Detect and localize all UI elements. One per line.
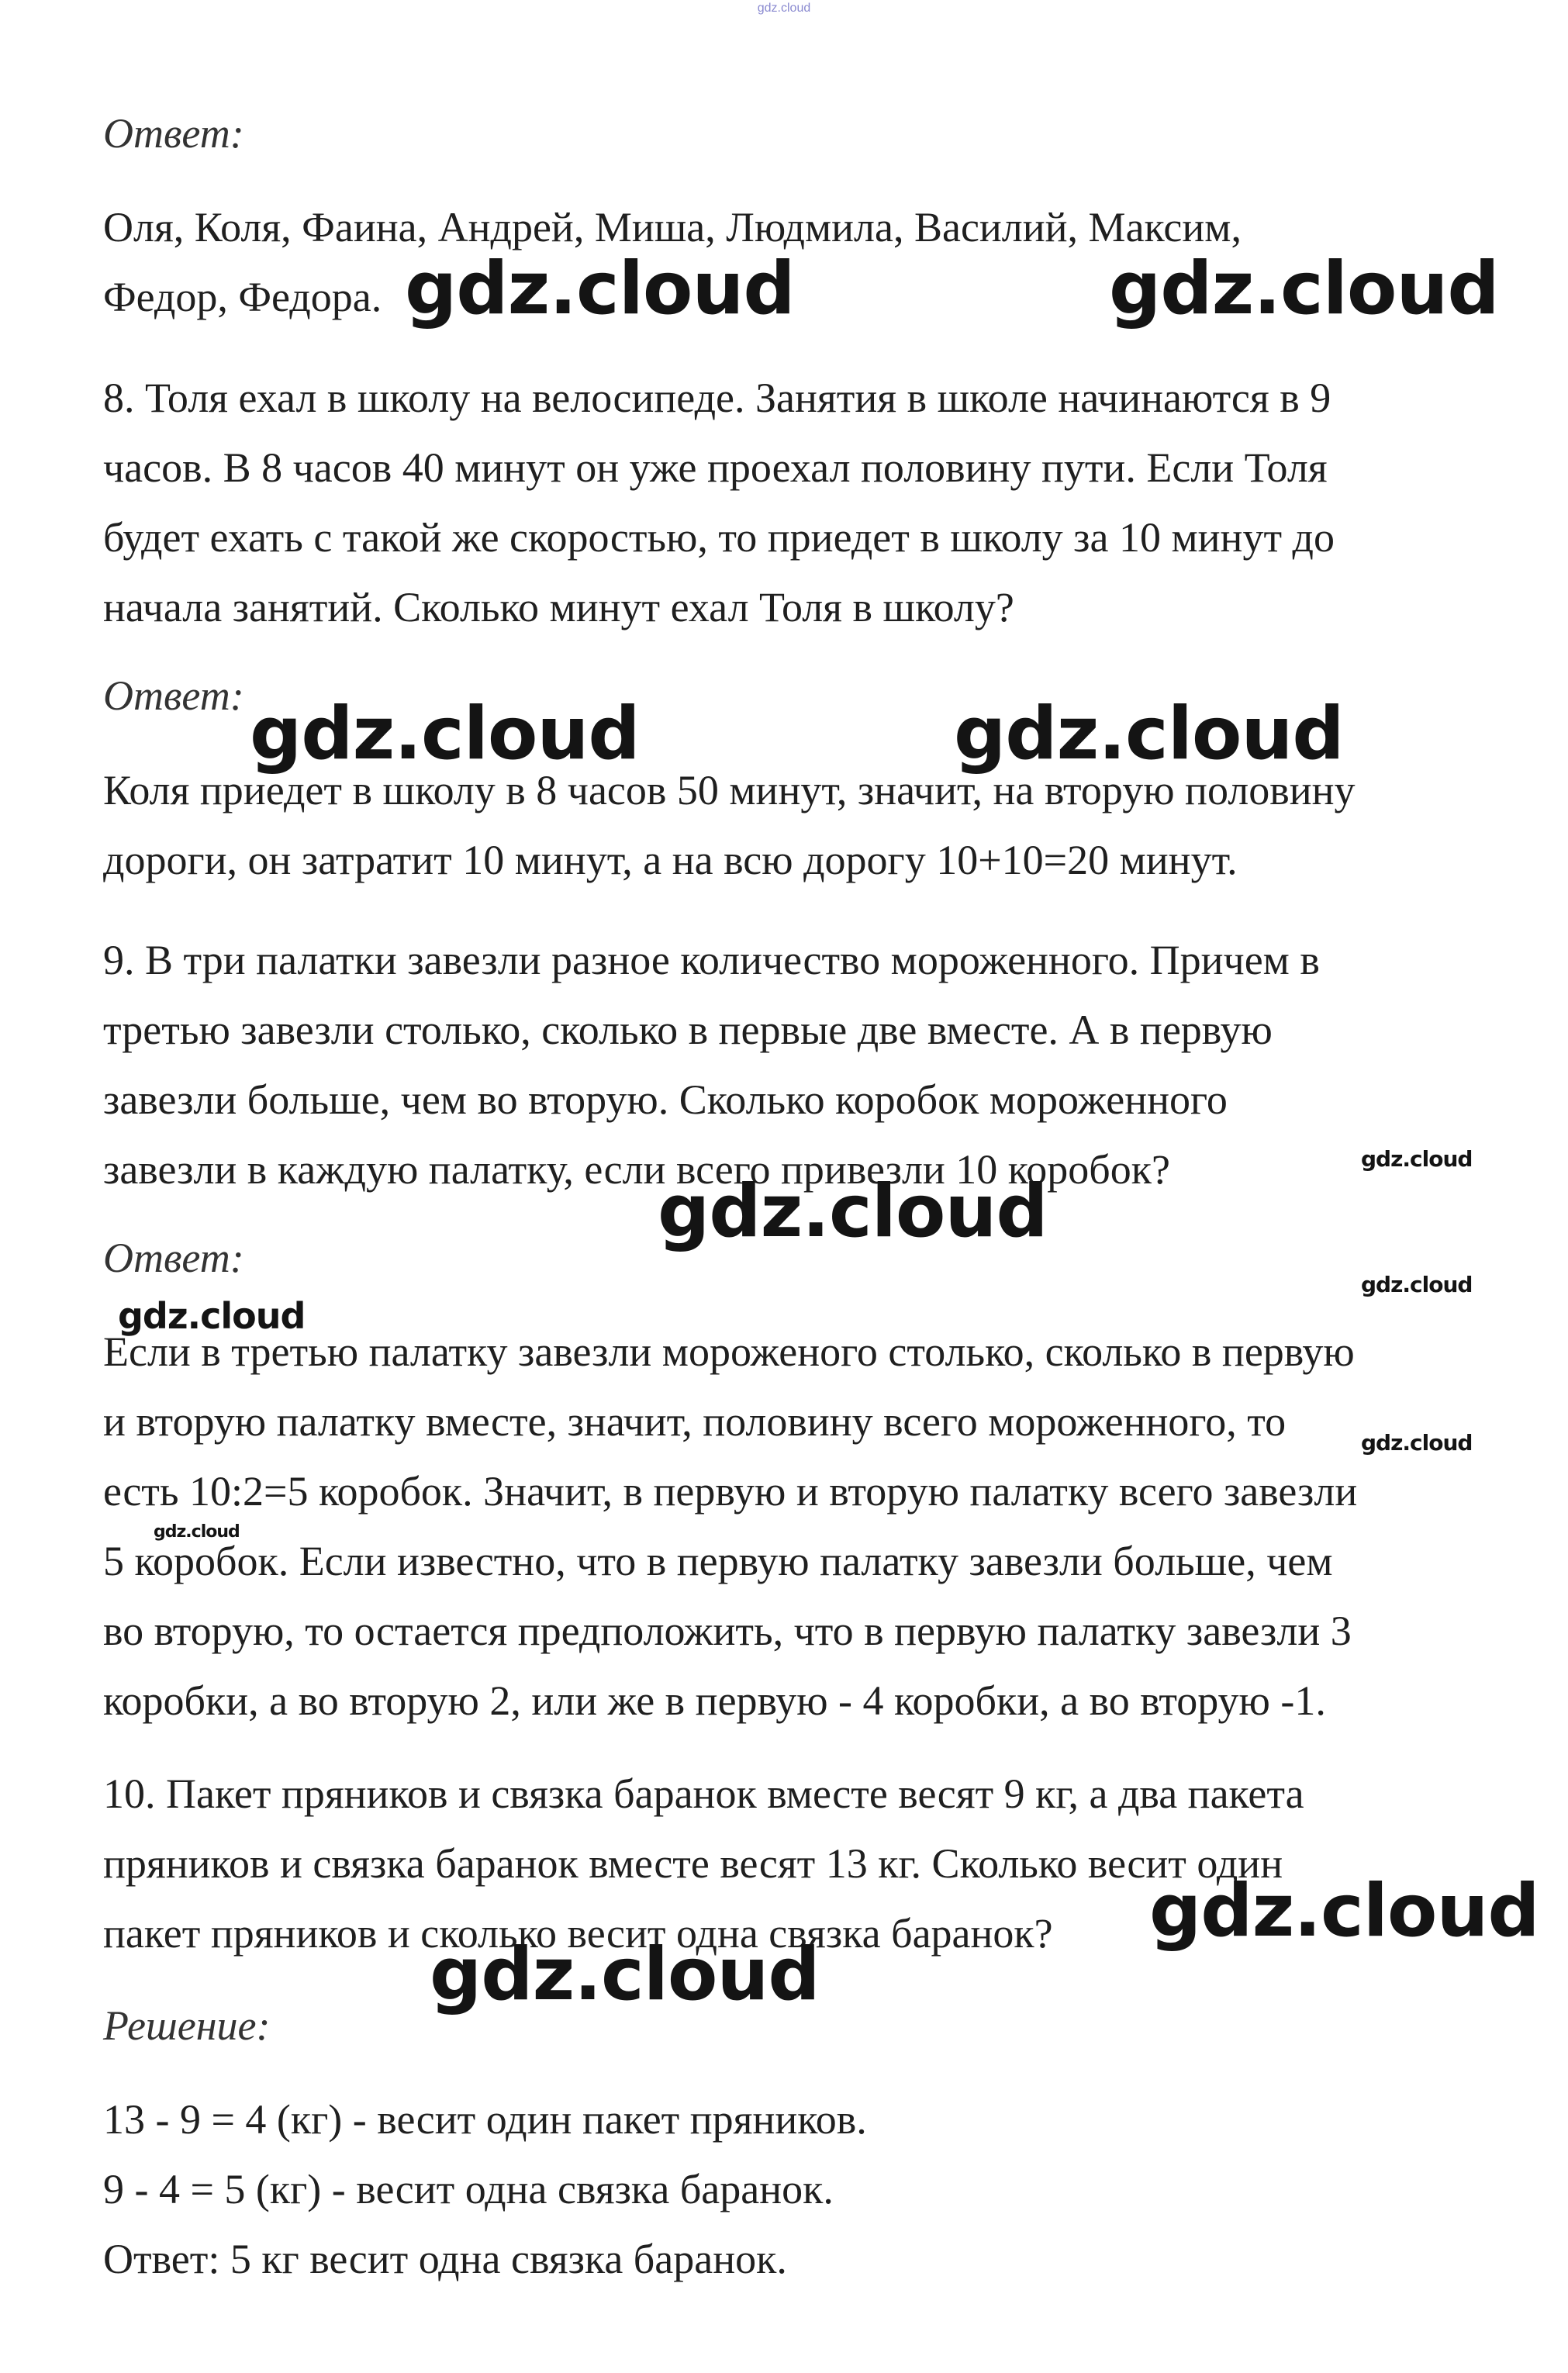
- answer-9: Если в третью палатку завезли мороженого столько, сколько в первую и вторую палатку вместе, значит, половину всего мороженного, то есть 10:2=5 коробок. Значит, в первую и вторую палатку всего завезли 5 коробок. Если известно, что в первую палатку завезли больше, чем во вторую, то остается предположить, что в первую палатку завезли 3 коробки, а во вторую 2, или же в первую - 4 коробки, а во вторую -1.: [103, 1328, 1358, 1724]
- watermark: gdz.cloud: [1361, 1430, 1473, 1456]
- question-9: 9. В три палатки завезли разное количество мороженного. Причем в третью завезли столько, сколько в первые две вместе. А в первую завезли больше, чем во вторую. Сколько коробок мороженного завезли в каждую палатку, если всего привезли 10 коробок?: [103, 937, 1320, 1193]
- solution-10: 13 - 9 = 4 (кг) - весит один пакет пряников. 9 - 4 = 5 (кг) - весит одна связка баранок. Ответ: 5 кг весит одна связка баранок.: [103, 2096, 867, 2282]
- watermark: gdz.cloud: [1361, 1146, 1473, 1172]
- question-8: 8. Толя ехал в школу на велосипеде. Занятия в школе начинаются в 9 часов. В 8 часов 40 минут он уже проехал половину пути. Если Толя будет ехать с такой же скоростью, то приедет в школу за 10 минут до начала занятий. Сколько минут ехал Толя в школу?: [103, 375, 1335, 630]
- watermark: gdz.cloud: [954, 692, 1344, 776]
- answer-label-8: Ответ:: [103, 672, 244, 719]
- top-watermark: gdz.cloud: [757, 2, 811, 15]
- solution-label-10: Решение:: [103, 2002, 271, 2049]
- answer-label-9: Ответ:: [103, 1235, 244, 1281]
- watermark: gdz.cloud: [1109, 247, 1499, 331]
- watermark: gdz.cloud: [154, 1522, 240, 1542]
- answer-8: Коля приедет в школу в 8 часов 50 минут, значит, на вторую половину дороги, он затратит 10 минут, а на всю дорогу 10+10=20 минут.: [103, 767, 1356, 883]
- question-10: 10. Пакет пряников и связка баранок вместе весят 9 кг, а два пакета пряников и связка баранок вместе весят 13 кг. Сколько весит один пакет пряников и сколько весит одна связка баранок?: [103, 1770, 1304, 1957]
- watermark: gdz.cloud: [658, 1169, 1048, 1254]
- answer-label-7: Ответ:: [103, 110, 244, 157]
- answer-7-names: Оля, Коля, Фаина, Андрей, Миша, Людмила, Василий, Максим, Федор, Федора.: [103, 204, 1242, 320]
- watermark: gdz.cloud: [250, 692, 640, 776]
- watermark: gdz.cloud: [405, 247, 795, 331]
- watermark: gdz.cloud: [118, 1295, 306, 1337]
- watermark: gdz.cloud: [430, 1933, 820, 2017]
- watermark: gdz.cloud: [1361, 1272, 1473, 1297]
- watermark: gdz.cloud: [1149, 1869, 1539, 1953]
